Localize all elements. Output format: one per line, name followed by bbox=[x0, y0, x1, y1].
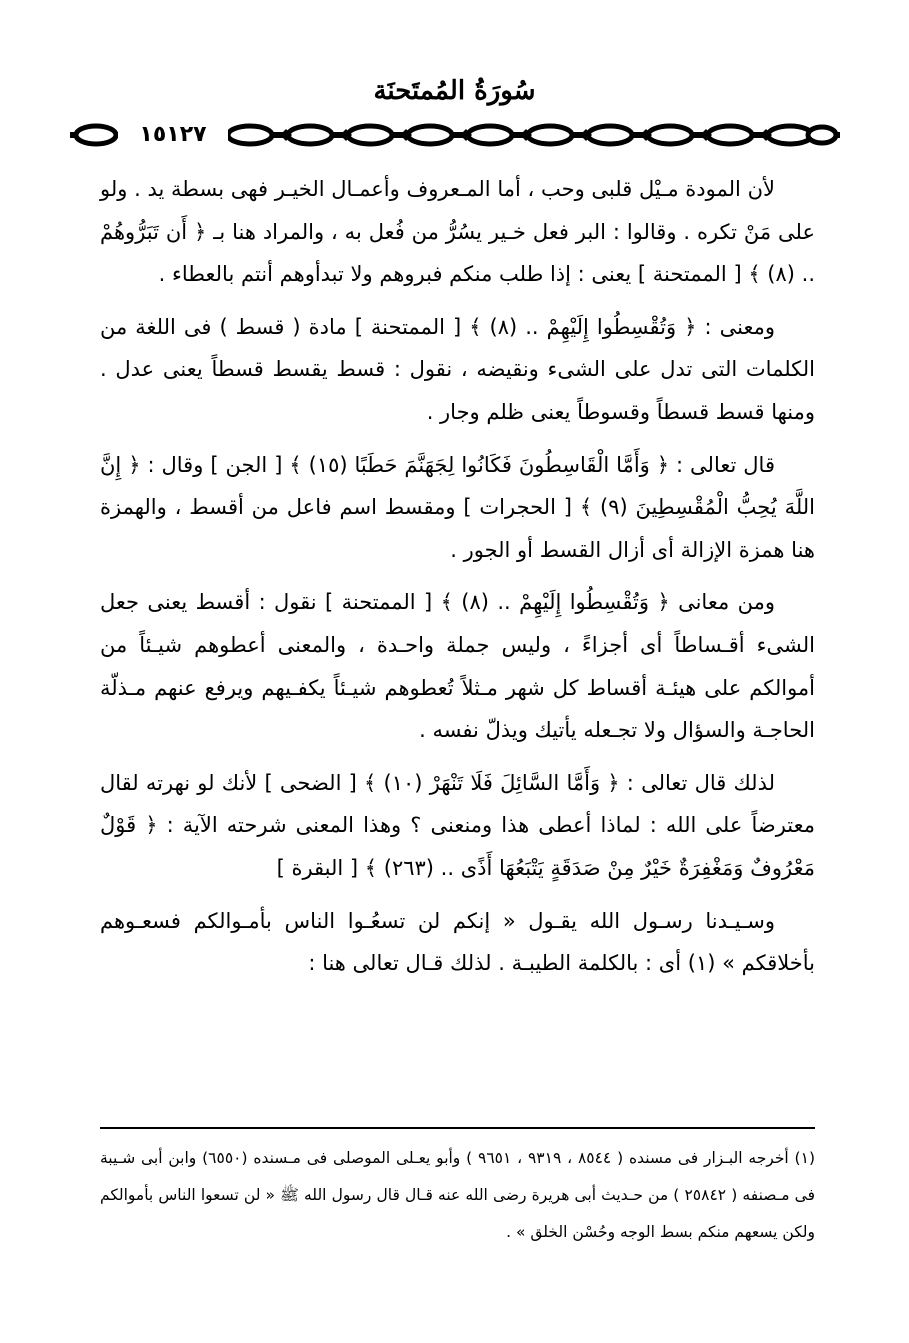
paragraph: لأن المودة مـيْل قلبى وحب ، أما المـعروف وأعمـال الخيـر فهى بسطة يد . ولو على مَنْ تكره . وقالوا : البر فعل خـير يسُرُّ من فُعل به ، والمراد هنا بـ ﴿ أَن تَبَرُّوهُمْ .. (٨) ﴾ [ الممتحنة ] يعنى : إذا طلب منكم فبروهم ولا تبدأوهم أنتم بالعطاء . bbox=[100, 177, 815, 287]
paragraph: ومن معانى ﴿ وَتُقْسِطُوا إِلَيْهِمْ .. (٨) ﴾ [ الممتحنة ] نقول : أقسط يعنى جعل الشىء أقـساطاً أى أجزاءً ، وليس جملة واحـدة ، والمعنى أعطوهم شيـئاً من أموالكم على هيئـة أقساط كل شهر مـثلاً تُعطوهم شيـئاً يكفـيهم ويرفع عنهم مـذلّة الحاجـة والسؤال ولا تجـعله يأتيك ويذلّ نفسه . bbox=[100, 590, 815, 743]
page-number: ١٥١٢٧ bbox=[118, 120, 228, 150]
paragraph: ومعنى : ﴿ وَتُقْسِطُوا إِلَيْهِمْ .. (٨) ﴾ [ الممتحنة ] مادة ( قسط ) فى اللغة من الكلمات التى تدل على الشىء ونقيضه ، نقول : قسط يقسط قسطاً يعنى عدل . ومنها قسط قسطاً وقسوطاً يعنى ظلم وجار . bbox=[100, 314, 815, 424]
surah-title: سُورَةُ المُمتَحنَة bbox=[373, 76, 536, 106]
body-text bbox=[100, 168, 815, 995]
footnotes bbox=[100, 1140, 815, 1251]
footnote-divider bbox=[100, 1127, 815, 1129]
paragraph: وسـيـدنا رسـول الله يقـول « إنكم لن تسعُـوا الناس بأمـوالكم فسعـوهم بأخلاقكم » (١) أى : بالكلمة الطيبـة . لذلك قـال تعالى هنا : bbox=[100, 908, 815, 976]
paragraph: قال تعالى : ﴿ وَأَمَّا الْقَاسِطُونَ فَكَانُوا لِجَهَنَّمَ حَطَبًا (١٥) ﴾ [ الجن ] وقال : ﴿ إِنَّ اللَّهَ يُحِبُّ الْمُقْسِطِينَ (٩) ﴾ [ الحجرات ] ومقسط اسم فاعل من أقسط ، والهمزة هنا همزة الإزالة أى أزال القسط أو الجور . bbox=[100, 452, 816, 562]
paragraph: لذلك قال تعالى : ﴿ وَأَمَّا السَّائِلَ فَلَا تَنْهَرْ (١٠) ﴾ [ الضحى ] لأنك لو نهرته لقال معترضاً على الله : لماذا أعطى هذا ومنعنى ؟ وهذا المعنى شرحته الآية : ﴿ قَوْلٌ مَعْرُوفٌ وَمَغْفِرَةٌ خَيْرٌ مِنْ صَدَقَةٍ يَتْبَعُهَا أَذًى .. (٢٦٣) ﴾ [ البقرة ] bbox=[100, 770, 815, 880]
footnote: (١) أخرجه البـزار فى مسنده ( ٨٥٤٤ ، ٩٣١٩ ، ٩٦٥١ ) وأبو يعـلى الموصلى فى مـسنده (٦٥٥٠) وابن أبى شـيبة فى مـصنفه ( ٢٥٨٤٢ ) من حـديث أبى هريرة رضى الله عنه قـال قال رسول الله ﷺ « لن تسعوا الناس بأموالكم ولكن يسعهم منكم بسط الوجه وحُسْن الخلق » . bbox=[100, 1149, 815, 1241]
